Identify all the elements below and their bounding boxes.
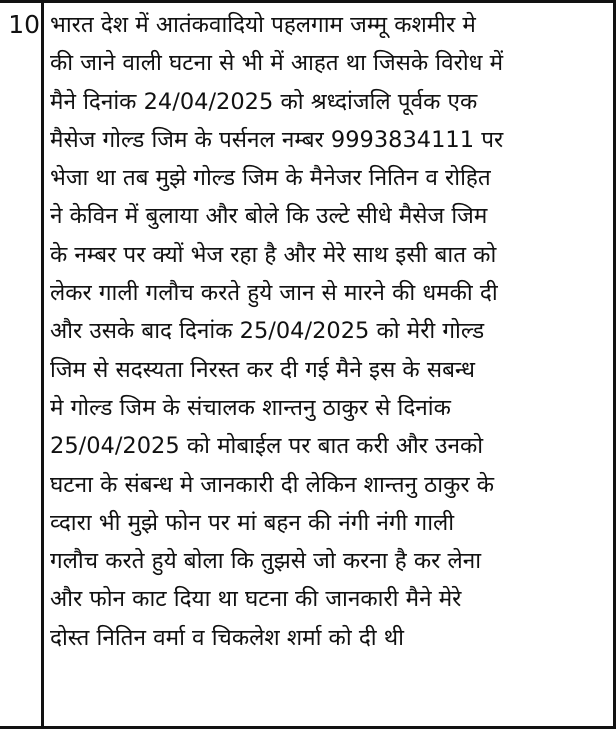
statement-line: की जाने वाली घटना से भी में आहत था जिसके विरोध में [50, 50, 504, 77]
statement-line: ने केविन में बुलाया और बोले कि उल्टे सीधे मैसेज जिम [50, 203, 488, 230]
statement-line: 25/04/2025 को मोबाईल पर बात करी और उनको [50, 433, 484, 460]
statement-line: लेकर गाली गलौच करते हुये जान से मारने की धमकी दी [50, 280, 498, 307]
statement-line: दोस्त नितिन वर्मा व चिकलेश शर्मा को दी थी [50, 624, 404, 651]
statement-line: गलौच करते हुये बोला कि तुझसे जो करना है कर लेना [50, 548, 482, 575]
statement-line: व्दारा भी मुझे फोन पर मां बहन की नंगी नंगी गाली [50, 509, 455, 536]
serial-number: 10 [8, 10, 40, 39]
table-top-border [0, 0, 616, 3]
statement-line: और फोन काट दिया था घटना की जानकारी मैने मेरे [50, 586, 462, 613]
column-divider [41, 0, 44, 729]
statement-line: भेजा था तब मुझे गोल्ड जिम के मैनेजर नितिन व रोहित [50, 165, 491, 192]
statement-line: के नम्बर पर क्यों भेज रहा है और मेरे साथ इसी बात को [50, 241, 497, 268]
statement-line: मैसेज गोल्ड जिम के पर्सनल नम्बर 9993834111 पर [50, 126, 504, 153]
statement-line: और उसके बाद दिनांक 25/04/2025 को मेरी गोल्ड [50, 318, 485, 345]
statement-line: भारत देश में आतंकवादियो पहलगाम जम्मू कशमीर मे [50, 12, 476, 38]
statement-line: जिम से सदस्यता निरस्त कर दी गई मैने इस के सबन्ध [50, 356, 475, 383]
statement-text [50, 6, 610, 657]
statement-line: मे गोल्ड जिम के संचालक शान्तनु ठाकुर से दिनांक [50, 394, 451, 421]
statement-line: मैने दिनांक 24/04/2025 को श्रध्दांजलि पूर्वक एक [50, 88, 478, 115]
statement-line: घटना के संबन्ध मे जानकारी दी लेकिन शान्तनु ठाकुर के [50, 471, 494, 498]
